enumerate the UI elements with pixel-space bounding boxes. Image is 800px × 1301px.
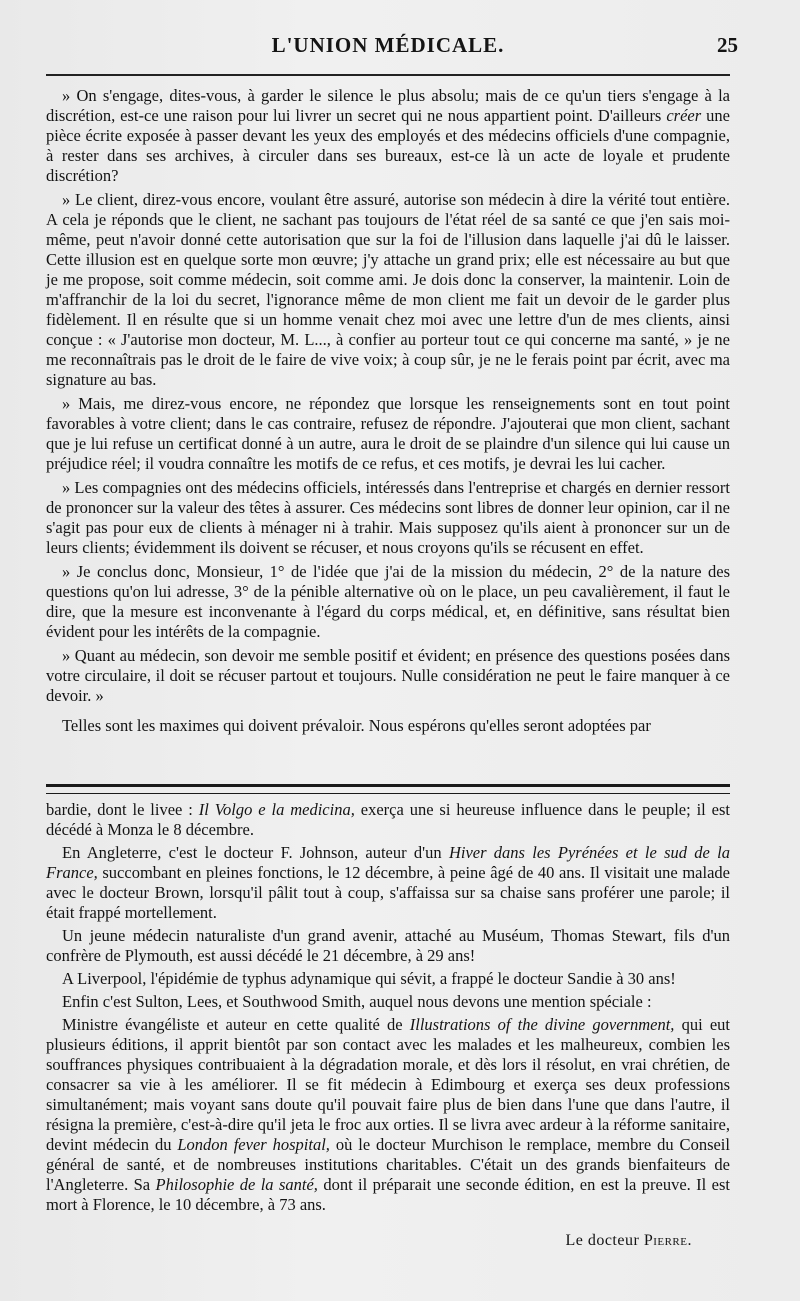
signature: Le docteur Pierre. bbox=[565, 1232, 692, 1249]
paragraph: En Angleterre, c'est le docteur F. Johnson, auteur d'un Hiver dans les Pyrénées et le sud de la France, succombant en pleines fonctions, le 12 décembre, à peine âgé de 40 ans. Il visitait une malade avec le docteur Brown, lorsqu'il pâlit tout à coup, s'affaissa sur sa chaise sans proférer une parole; il était frappé mortellement. bbox=[46, 843, 730, 922]
paragraph: » Je conclus donc, Monsieur, 1° de l'idée que j'ai de la mission du médecin, 2° de la nature des questions qu'on lui adresse, 3° de la pénible alternative où on le place, un peu cavalièrement, il faut le dire, que la mesure est inconvenante à l'égard du corps médical, et, en définitive, sans résultat bien évident pour les intérêts de la compagnie. bbox=[46, 562, 730, 641]
section-divider bbox=[46, 784, 730, 794]
paragraph: A Liverpool, l'épidémie de typhus adynamique qui sévit, a frappé le docteur Sandie à 30 ans! bbox=[62, 969, 676, 988]
page-number: 25 bbox=[717, 33, 738, 57]
lower-text-block bbox=[46, 800, 730, 1218]
upper-text-block bbox=[46, 86, 730, 740]
paragraph: » Le client, direz-vous encore, voulant être assuré, autorise son médecin à dire la vérité tout entière. A cela je réponds que le client, ne sachant pas toujours de l'état réel de sa santé ce que j'en sais moi-même, peut n'avoir donné cette autorisation que sur la foi de l'illusion dans laquelle j'ai dû le laisser. Cette illusion est en quelque sorte mon œuvre; j'y attache un grand prix; elle est nécessaire au but que je me propose, soit comme médecin, soit comme ami. Je dois donc la conserver, la maintenir. Loin de m'affranchir de la loi du secret, l'ignorance même de mon client me fait un devoir de le garder plus fidèlement. Il en résulte que si un homme venait chez moi avec une lettre d'un de mes clients, ainsi conçue : « J'autorise mon docteur, M. L..., à confier au porteur tout ce qui concerne ma santé, » je ne me reconnaîtrais pas le droit de le faire de vive voix; à coup sûr, je ne le ferais point par écrit, avec ma signature au bas. bbox=[46, 190, 730, 389]
header-rule bbox=[46, 74, 730, 76]
running-title: L'UNION MÉDICALE. bbox=[271, 33, 505, 57]
paragraph: Ministre évangéliste et auteur en cette qualité de Illustrations of the divine government, qui eut plusieurs éditions, il apprit bientôt par son contact avec les malades et les malheureux, combien les souffrances physiques contribuaient à la dégradation morale, et dès lors il résolut, en vrai chrétien, de consacrer sa vie à les améliorer. Il se fit médecin à Edimbourg et exerça ses deux professions simultanément; mais voyant sans doute qu'il pouvait faire plus de bien dans l'une que dans l'autre, il résigna la première, c'est-à-dire qu'il jeta le froc aux orties. Il se livra avec ardeur à la réforme sanitaire, devint médecin du London fever hospital, où le docteur Murchison le remplace, membre du Conseil général de santé, et de nombreuses institutions charitables. C'était un des grands bienfaiteurs de l'Angleterre. Sa Philosophie de la santé, dont il préparait une seconde édition, en est la preuve. Il est mort à Florence, le 10 décembre, à 73 ans. bbox=[46, 1015, 730, 1214]
paragraph: » Les compagnies ont des médecins officiels, intéressés dans l'entreprise et chargés en dernier ressort de prononcer sur la valeur des têtes à assurer. Ces médecins sont libres de donner leur opinion, car il ne s'agit pas pour eux de clients à ménager ni à trahir. Mais supposez qu'ils aient à prononcer sur un de leurs clients; évidemment ils doivent se récuser, et nous croyons qu'ils se récusent en effet. bbox=[46, 478, 730, 557]
paragraph: bardie, dont le livee : Il Volgo e la medicina, exerça une si heureuse influence dans le peuple; il est décédé à Monza le 8 décembre. bbox=[46, 800, 731, 839]
page-header bbox=[46, 33, 738, 63]
paragraph: Telles sont les maximes qui doivent prévaloir. Nous espérons qu'elles seront adoptées par bbox=[62, 716, 651, 735]
paragraph: » Mais, me direz-vous encore, ne répondez que lorsque les renseignements sont en tout point favorables à votre client; dans le cas contraire, refusez de répondre. J'ajouterai que mon client, sachant que je lui refuse un certificat donné à un autre, aura le droit de se plaindre d'un silence qui lui cause un préjudice réel; il voudra connaître les motifs de ce refus, et ces motifs, je devrai les lui cacher. bbox=[46, 394, 730, 473]
paragraph: Enfin c'est Sulton, Lees, et Southwood Smith, auquel nous devons une mention spéciale : bbox=[62, 992, 652, 1011]
paragraph: » On s'engage, dites-vous, à garder le silence le plus absolu; mais de ce qu'un tiers s'engage à la discrétion, est-ce une raison pour lui livrer un secret qui ne nous appartient point. D'ailleurs créer une pièce écrite exposée à passer devant les yeux des employés et des médecins officiels d'une compagnie, à rester dans ses archives, à circuler dans ses bureaux, est-ce là un acte de loyale et prudente discrétion? bbox=[46, 86, 731, 185]
paragraph: Un jeune médecin naturaliste d'un grand avenir, attaché au Muséum, Thomas Stewart, fils d'un confrère de Plymouth, est aussi décédé le 21 décembre, à 29 ans! bbox=[46, 926, 730, 965]
paragraph: » Quant au médecin, son devoir me semble positif et évident; en présence des questions posées dans votre circulaire, il doit se récuser partout et toujours. Nulle considération ne peut le faire manquer à ce devoir. » bbox=[46, 646, 730, 705]
